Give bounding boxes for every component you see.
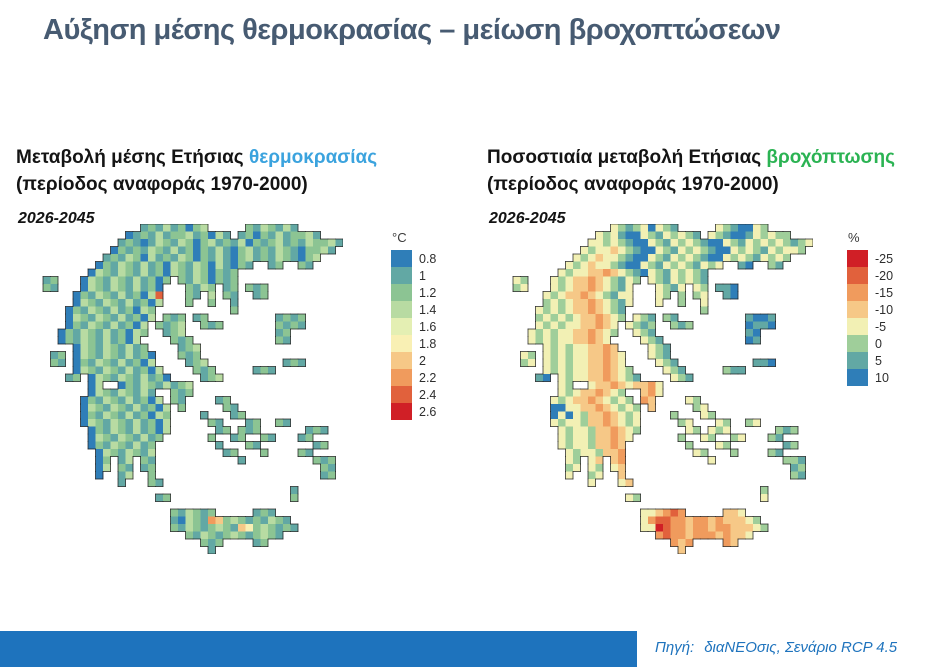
legend-entry: [847, 352, 893, 369]
source-label: Πηγή:: [655, 639, 695, 656]
source-text: διαΝΕΟσις, Σενάριο RCP 4.5: [704, 639, 898, 656]
legend-value-label: 2: [419, 353, 426, 368]
temperature-map-heading: [16, 144, 466, 198]
temperature-legend-entries: [391, 250, 436, 420]
legend-value-label: 10: [875, 370, 889, 385]
legend-entry: [847, 318, 893, 335]
legend-color-swatch: [391, 369, 412, 386]
legend-value-label: 5: [875, 353, 882, 368]
legend-color-swatch: [391, 403, 412, 420]
legend-color-swatch: [391, 250, 412, 267]
legend-entry: [391, 369, 436, 386]
period-label-left: 2026-2045: [18, 210, 95, 227]
legend-entry: [391, 284, 436, 301]
precipitation-change-map: [498, 224, 813, 554]
legend-entry: [391, 301, 436, 318]
legend-color-swatch: [391, 386, 412, 403]
legend-color-swatch: [391, 318, 412, 335]
legend-value-label: -20: [875, 268, 894, 283]
legend-entry: [847, 369, 893, 386]
legend-color-swatch: [391, 352, 412, 369]
heading-highlight-precipitation: βροχόπτωσης: [766, 147, 896, 168]
legend-color-swatch: [391, 335, 412, 352]
precipitation-map-heading: [487, 144, 937, 198]
legend-unit-celsius: °C: [392, 230, 407, 245]
legend-color-swatch: [391, 267, 412, 284]
legend-entry: [391, 386, 436, 403]
legend-color-swatch: [847, 267, 868, 284]
legend-entry: [391, 352, 436, 369]
footer-source: [655, 631, 897, 667]
legend-value-label: 1.4: [419, 302, 437, 317]
legend-value-label: -10: [875, 302, 894, 317]
period-label-right: 2026-2045: [489, 210, 566, 227]
legend-value-label: 1.8: [419, 336, 437, 351]
precipitation-legend-entries: [847, 250, 893, 386]
legend-value-label: -25: [875, 251, 894, 266]
legend-value-label: 0: [875, 336, 882, 351]
legend-value-label: 2.6: [419, 404, 437, 419]
legend-entry: [391, 403, 436, 420]
legend-value-label: 2.2: [419, 370, 437, 385]
footer-accent-bar: [0, 631, 637, 667]
temperature-legend: [391, 230, 436, 420]
legend-color-swatch: [391, 301, 412, 318]
legend-value-label: 1.6: [419, 319, 437, 334]
legend-entry: [391, 318, 436, 335]
legend-entry: [847, 301, 893, 318]
heading-prefix: Μεταβολή μέσης Ετήσιας: [16, 147, 249, 168]
heading-highlight-temperature: θερμοκρασίας: [248, 147, 378, 168]
legend-color-swatch: [847, 352, 868, 369]
legend-value-label: 0.8: [419, 251, 437, 266]
legend-entry: [391, 250, 436, 267]
page-title: Αύξηση μέσης θερμοκρασίας – μείωση βροχοπτώσεων: [43, 14, 781, 46]
legend-entry: [847, 335, 893, 352]
legend-value-label: -5: [875, 319, 887, 334]
legend-color-swatch: [847, 369, 868, 386]
legend-entry: [391, 335, 436, 352]
heading-reference-period: (περίοδος αναφοράς 1970-2000): [16, 174, 308, 195]
legend-value-label: 2.4: [419, 387, 437, 402]
heading-reference-period: (περίοδος αναφοράς 1970-2000): [487, 174, 779, 195]
legend-color-swatch: [391, 284, 412, 301]
legend-unit-percent: %: [848, 230, 860, 245]
legend-entry: [847, 284, 893, 301]
legend-value-label: 1: [419, 268, 426, 283]
legend-entry: [847, 267, 893, 284]
legend-color-swatch: [847, 301, 868, 318]
legend-value-label: 1.2: [419, 285, 437, 300]
legend-entry: [847, 250, 893, 267]
legend-entry: [391, 267, 436, 284]
legend-color-swatch: [847, 250, 868, 267]
legend-color-swatch: [847, 284, 868, 301]
legend-value-label: -15: [875, 285, 894, 300]
temperature-change-map: [28, 224, 343, 554]
precipitation-legend: [847, 230, 893, 386]
heading-prefix: Ποσοστιαία μεταβολή Ετήσιας: [487, 147, 767, 168]
legend-color-swatch: [847, 318, 868, 335]
legend-color-swatch: [847, 335, 868, 352]
